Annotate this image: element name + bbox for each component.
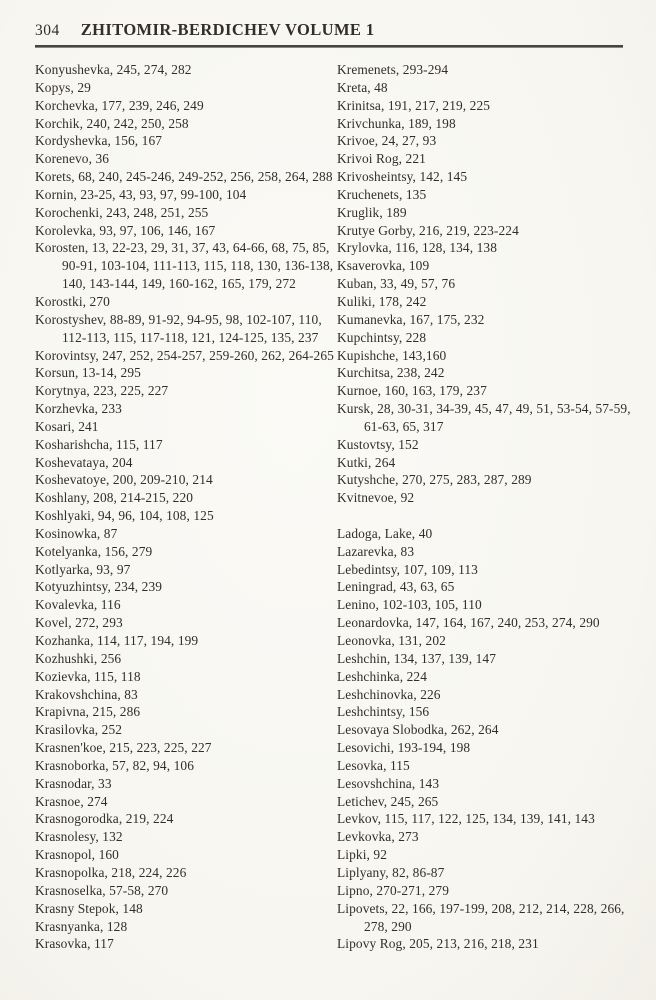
running-head-title: ZHITOMIR-BERDICHEV VOLUME 1 (80, 20, 375, 39)
index-entry: Krasnolesy, 132 (35, 829, 123, 845)
index-entry: Krylovka, 116, 128, 134, 138 (337, 240, 498, 256)
index-entry: Kordyshevka, 156, 167 (35, 133, 163, 149)
index-entry: Leonardovka, 147, 164, 167, 240, 253, 274, 290 (337, 615, 600, 631)
index-entry: Krasnopol, 160 (35, 847, 119, 863)
index-entry: Krasnyanka, 128 (35, 918, 128, 934)
index-entry: Kovel, 272, 293 (35, 615, 123, 631)
index-entry: Lipovy Rog, 205, 213, 216, 218, 231 (337, 936, 539, 952)
index-entry: Krivoi Rog, 221 (337, 151, 426, 167)
index-entry: Leshchinovka, 226 (337, 686, 441, 702)
index-entry: Krasnoe, 274 (35, 793, 108, 809)
index-entry: Krivosheintsy, 142, 145 (337, 169, 468, 185)
index-entry: Kosari, 241 (35, 418, 99, 434)
index-entry: Kutki, 264 (337, 454, 396, 470)
index-entry: Korovintsy, 247, 252, 254-257, 259-260, 262, 264-265 (35, 347, 334, 363)
index-entry: Krutye Gorby, 216, 219, 223-224 (337, 222, 519, 238)
index-entry: Korchevka, 177, 239, 246, 249 (35, 97, 204, 113)
index-entry: Koshevataya, 204 (35, 454, 133, 470)
index-entry: Leshchintsy, 156 (337, 704, 430, 720)
index-entry: Kupchintsy, 228 (337, 329, 427, 345)
index-entry: Korostyshev, 88-89, 91-92, 94-95, 98, 102-107, 110, 112-113, 115, 117-118, 121, 124-125, 135, 237 (35, 311, 322, 345)
index-entry: Korzhevka, 233 (35, 401, 122, 417)
index-entry: Levkovka, 273 (337, 829, 419, 845)
index-entry: Korenevo, 36 (35, 151, 110, 167)
index-entry: Kovalevka, 116 (35, 597, 121, 613)
index-entry: Kuban, 33, 49, 57, 76 (337, 276, 456, 292)
index-columns (35, 61, 638, 953)
index-entry: Kremenets, 293-294 (337, 62, 449, 77)
index-entry: Krasilovka, 252 (35, 722, 123, 738)
index-entry: Krinitsa, 191, 217, 219, 225 (337, 97, 491, 113)
index-entry: Krapivna, 215, 286 (35, 704, 141, 720)
index-entry: Krasny Stepok, 148 (35, 900, 143, 916)
index-entry: Koshlany, 208, 214-215, 220 (35, 490, 194, 506)
index-entry: Koshevatoye, 200, 209-210, 214 (35, 472, 213, 488)
index-entry: Krasnoborka, 57, 82, 94, 106 (35, 757, 195, 773)
index-entry: Kopys, 29 (35, 79, 91, 95)
index-entry: Korochenki, 243, 248, 251, 255 (35, 204, 209, 220)
index-entry: Lebedintsy, 107, 109, 113 (337, 561, 478, 577)
index-entry: Krasnodar, 33 (35, 775, 112, 791)
index-entry: Kvitnevoe, 92 (337, 490, 415, 506)
index-entry: Kotelyanka, 156, 279 (35, 543, 153, 559)
index-entry: Leshchin, 134, 137, 139, 147 (337, 650, 497, 666)
index-column-right (337, 61, 638, 953)
index-entry: Leningrad, 43, 63, 65 (337, 579, 455, 595)
index-entry: Krivchunka, 189, 198 (337, 115, 456, 131)
index-entry: Kozievka, 115, 118 (35, 668, 141, 684)
index-entry: Kuliki, 178, 242 (337, 293, 427, 309)
index-entry: Korchik, 240, 242, 250, 258 (35, 115, 189, 131)
index-entry: Kornin, 23-25, 43, 93, 97, 99-100, 104 (35, 186, 247, 202)
index-entry: Kruglik, 189 (337, 204, 407, 220)
section-break (337, 507, 638, 525)
index-entry: Koshlyaki, 94, 96, 104, 108, 125 (35, 508, 214, 524)
index-entry: Kutyshche, 270, 275, 283, 287, 289 (337, 472, 532, 488)
index-entry: Krasnogorodka, 219, 224 (35, 811, 174, 827)
index-entry: Ksaverovka, 109 (337, 258, 430, 274)
index-entry: Lesovaya Slobodka, 262, 264 (337, 722, 499, 738)
index-entry: Kursk, 28, 30-31, 34-39, 45, 47, 49, 51, 53-54, 57-59, 61-63, 65, 317 (337, 401, 631, 434)
index-entry: Kozhanka, 114, 117, 194, 199 (35, 633, 199, 648)
index-entry: Lipovets, 22, 166, 197-199, 208, 212, 214, 228, 266, 278, 290 (337, 900, 625, 934)
index-entry: Konyushevka, 245, 274, 282 (35, 62, 192, 77)
index-entry: Lesovichi, 193-194, 198 (337, 740, 471, 756)
index-entry: Kosharishcha, 115, 117 (35, 436, 163, 452)
index-entry: Kupishche, 143,160 (337, 347, 447, 363)
index-entry: Krasovka, 117 (35, 936, 114, 952)
index-entry: Lipki, 92 (337, 847, 387, 863)
index-entry: Krakovshchina, 83 (35, 686, 138, 702)
index-entry: Korsun, 13-14, 295 (35, 365, 141, 381)
index-entry: Leshchinka, 224 (337, 668, 428, 684)
index-entry: Kotlyarka, 93, 97 (35, 561, 131, 577)
index-entry: Krivoe, 24, 27, 93 (337, 133, 437, 149)
index-entry: Krasnopolka, 218, 224, 226 (35, 864, 187, 880)
header-rule (35, 45, 623, 48)
index-entry: Korets, 68, 240, 245-246, 249-252, 256, 258, 264, 288 (35, 169, 333, 185)
index-entry: Levkov, 115, 117, 122, 125, 134, 139, 141, 143 (337, 811, 595, 827)
index-entry: Krasnen'koe, 215, 223, 225, 227 (35, 740, 212, 756)
index-entry: Lenino, 102-103, 105, 110 (337, 597, 482, 613)
index-entry: Lazarevka, 83 (337, 543, 415, 559)
index-entry: Kreta, 48 (337, 79, 388, 95)
index-entry: Kurchitsa, 238, 242 (337, 365, 445, 381)
index-entry: Krasnoselka, 57-58, 270 (35, 882, 169, 898)
index-entry: Lesovka, 115 (337, 757, 410, 773)
index-entry: Kumanevka, 167, 175, 232 (337, 311, 485, 327)
index-entry: Letichev, 245, 265 (337, 793, 439, 809)
index-entry: Kurnoe, 160, 163, 179, 237 (337, 383, 487, 399)
index-entry: Lesovshchina, 143 (337, 775, 440, 791)
index-entry: Leonovka, 131, 202 (337, 633, 446, 648)
index-entry: Kozhushki, 256 (35, 650, 122, 666)
index-entry: Kustovtsy, 152 (337, 436, 419, 452)
index-entry: Korolevka, 93, 97, 106, 146, 167 (35, 222, 216, 238)
index-entry: Korytnya, 223, 225, 227 (35, 383, 169, 399)
index-entry: Liplyany, 82, 86-87 (337, 864, 445, 880)
page-number: 304 (35, 22, 60, 39)
index-entry: Kotyuzhintsy, 234, 239 (35, 579, 163, 595)
index-entry: Kosinowka, 87 (35, 525, 118, 541)
page-header (35, 20, 622, 40)
index-column-left (35, 61, 336, 953)
index-entry: Lipno, 270-271, 279 (337, 882, 449, 898)
index-entry: Korosten, 13, 22-23, 29, 31, 37, 43, 64-66, 68, 75, 85, 90-91, 103-104, 111-113, 115, 118, 130, 136-138, 140, 143-144, 149, 160-162, 165, 179, 272 (35, 240, 334, 292)
index-entry: Ladoga, Lake, 40 (337, 525, 433, 541)
index-entry: Kruchenets, 135 (337, 186, 427, 202)
index-entry: Korostki, 270 (35, 293, 110, 309)
